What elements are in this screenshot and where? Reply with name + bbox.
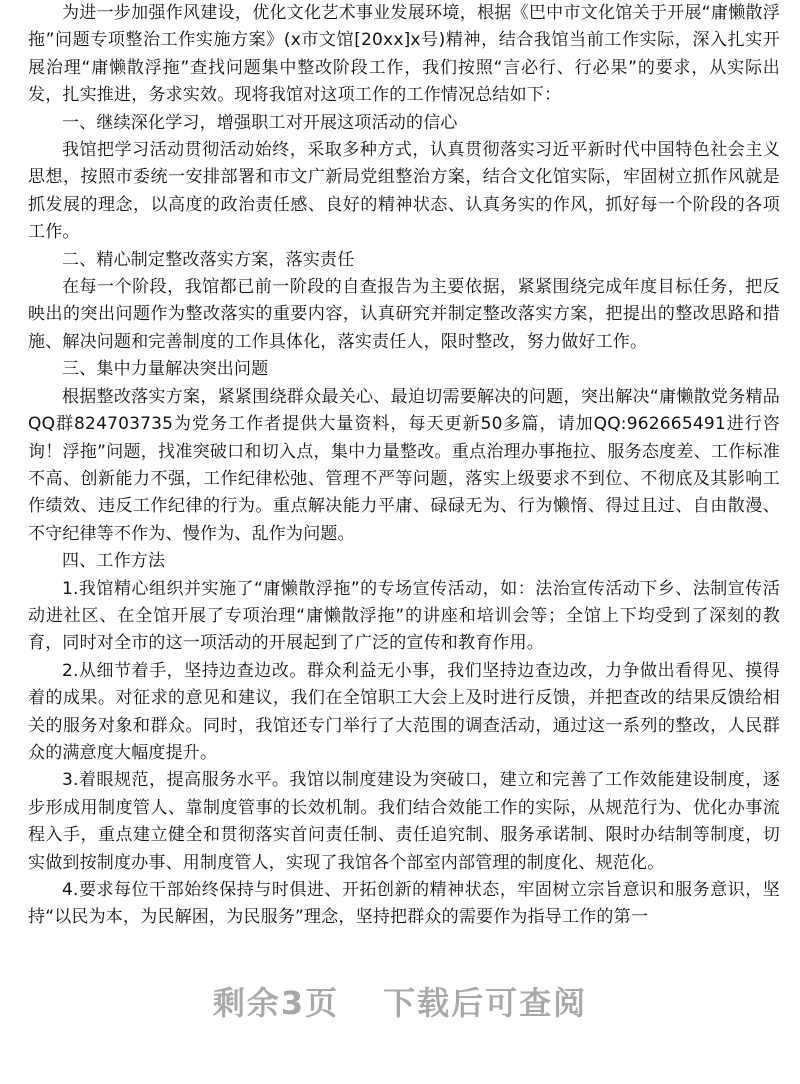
method-paragraph-3: 3.着眼规范，提高服务水平。我馆以制度建设为突破口，建立和完善了工作效能建设制度，逐步形成用制度管人、靠制度管事的长效机制。我们结合效能工作的实际，从规范行为、优化办事流程入手，重点建立健全和贯彻落实首问责任制、责任追究制、服务承诺制、限时办结制等制度，切实做到按制度办事、用制度管人，实现了我馆各个部室内部管理的制度化、规范化。 — [28, 770, 780, 873]
section-heading-2: 二、精心制定整改落实方案，落实责任 — [62, 249, 355, 270]
section-paragraph-3: 根据整改落实方案，紧紧围绕群众最关心、最迫切需要解决的问题，突出解决“庸懒散党务精品QQ群824703735为党务工作者提供大量资料，每天更新50多篇，请加QQ:962665491进行咨询！浮拖”问题，找准突破口和切入点，集中力量整改。重点治理办事拖拉、服务态度差、工作标准不高、创新能力不强，工作纪律松弛、管理不严等问题，落实上级要求不到位、不彻底及其影响工作绩效、违反工作纪律的行为。重点解决能力平庸、碌碌无为、行为懒惰、得过且过、自由散漫、不守纪律等不作为、慢作为、乱作为问题。 — [28, 386, 780, 544]
intro-paragraph: 为进一步加强作风建设，优化文化艺术事业发展环境，根据《巴中市文化馆关于开展“庸懒散浮拖”问题专项整治工作实施方案》(x市文馆[20xx]x号)精神，结合我馆当前工作实际，深入扎实开展治理“庸懒散浮拖”查找问题集中整改阶段工作，我们按照“言必行、行必果”的要求，从实际出发，扎实推进，务求实效。现将我馆对这项工作的工作情况总结如下： — [28, 3, 780, 106]
remaining-pages-text: 剩余3页 — [212, 984, 340, 1022]
method-paragraph-2: 2.从细节着手，坚持边查边改。群众利益无小事，我们坚持边查边改，力争做出看得见、摸得着的成果。对征求的意见和建议，我们在全馆职工大会上及时进行反馈，并把查改的结果反馈给相关的服务对象和群众。同时，我馆还专门举行了大范围的调查活动，通过这一系列的整改，人民群众的满意度大幅度提升。 — [28, 660, 780, 763]
section-paragraph-2: 在每一个阶段，我馆都已前一阶段的自查报告为主要依据，紧紧围绕完成年度目标任务，把反映出的突出问题作为整改落实的重要内容，认真研究并制定整改落实方案，把提出的整改思路和措施、解决问题和完善制度的工作具体化，落实责任人，限时整改，努力做好工作。 — [28, 277, 780, 352]
method-paragraph-1: 1.我馆精心组织并实施了“庸懒散浮拖”的专场宣传活动，如：法治宣传活动下乡、法制宣传活动进社区、在全馆开展了专项治理“庸懒散浮拖”的讲座和培训会等；全馆上下均受到了深刻的教育，同时对全市的这一项活动的开展起到了广泛的宣传和教育作用。 — [28, 578, 780, 654]
section-heading-4: 四、工作方法 — [62, 551, 166, 572]
method-paragraph-4: 4.要求每位干部始终保持与时俱进、开拓创新的精神状态，牢固树立宗旨意识和服务意识，坚持“以民为本，为民解困，为民服务”理念，坚持把群众的需要作为指导工作的第一 — [28, 880, 780, 928]
download-notice[interactable] — [0, 978, 800, 1024]
section-paragraph-1: 我馆把学习活动贯彻活动始终，采取多种方式，认真贯彻落实习近平新时代中国特色社会主义思想，按照市委统一安排部署和市文广新局党组整治方案，结合文化馆实际，牢固树立抓作风就是抓发展的理念，以高度的政治责任感、良好的精神状态、认真务实的作风，抓好每一个阶段的各项工作。 — [28, 140, 780, 243]
document-body — [28, 0, 780, 932]
download-hint-text: 下载后可查阅 — [383, 984, 588, 1022]
section-heading-3: 三、集中力量解决突出问题 — [62, 359, 269, 380]
section-heading-1: 一、继续深化学习，增强职工对开展这项活动的信心 — [62, 112, 458, 133]
